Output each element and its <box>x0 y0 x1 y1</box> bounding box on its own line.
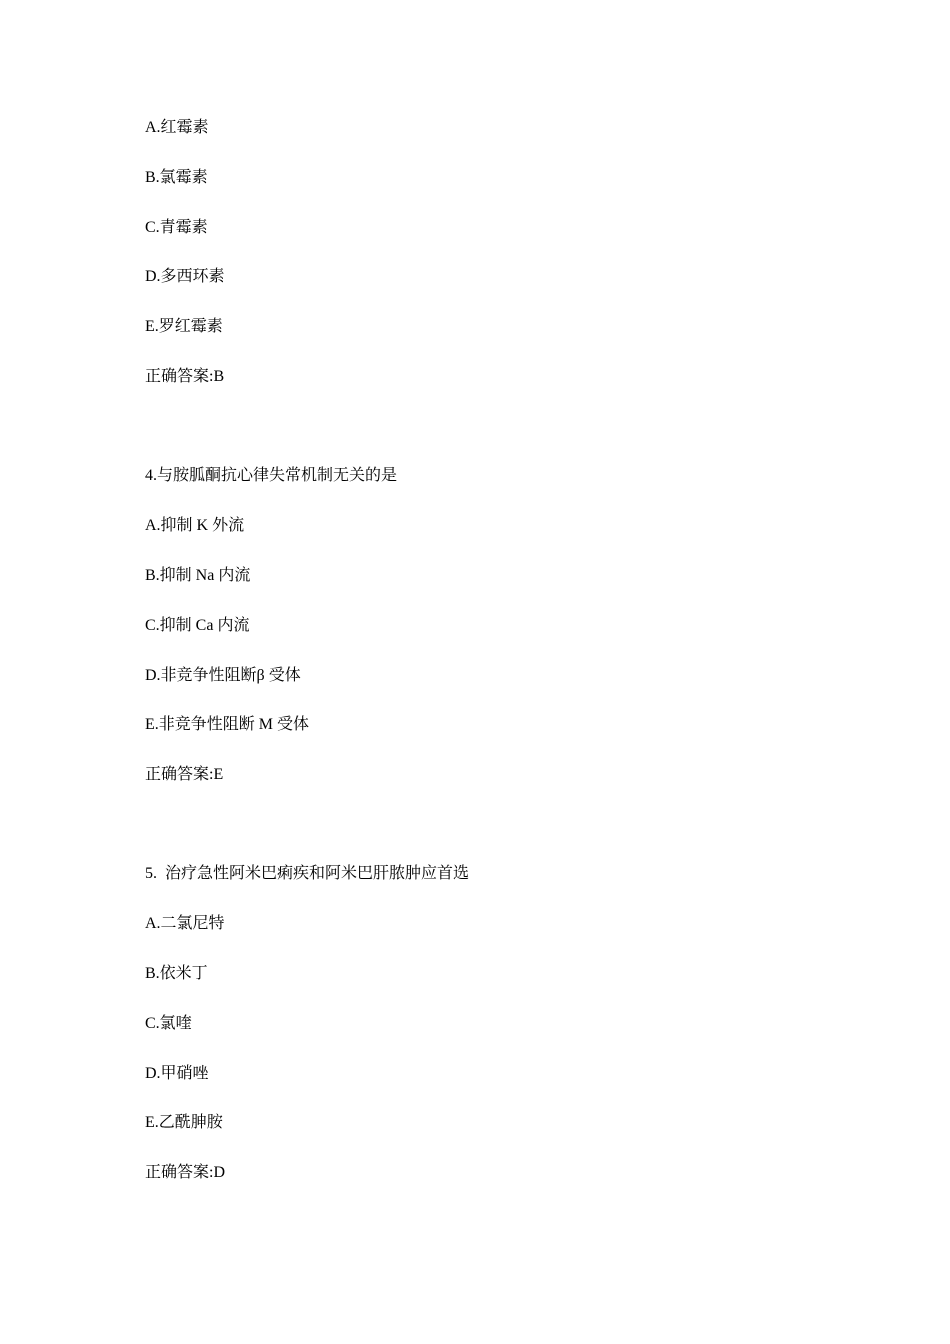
option-b: B.氯霉素 <box>145 169 208 186</box>
correct-answer: 正确答案:E <box>145 766 224 783</box>
option-d: D.多西环素 <box>145 268 225 285</box>
option-b: B.抑制 Na 内流 <box>145 567 251 584</box>
question-text: 4.与胺胍酮抗心律失常机制无关的是 <box>145 467 398 484</box>
option-e: E.非竞争性阻断 M 受体 <box>145 716 310 733</box>
option-a: A.红霉素 <box>145 119 209 136</box>
option-b: B.依米丁 <box>145 965 208 982</box>
option-e: E.罗红霉素 <box>145 318 223 335</box>
option-a: A.抑制 K 外流 <box>145 517 245 534</box>
correct-answer: 正确答案:B <box>145 368 225 385</box>
option-c: C.抑制 Ca 内流 <box>145 617 250 634</box>
option-e: E.乙酰胂胺 <box>145 1114 223 1131</box>
option-c: C.青霉素 <box>145 219 208 236</box>
option-d: D.甲硝唑 <box>145 1065 209 1082</box>
question-text: 5. 治疗急性阿米巴痢疾和阿米巴肝脓肿应首选 <box>145 865 470 882</box>
option-c: C.氯喹 <box>145 1015 192 1032</box>
option-a: A.二氯尼特 <box>145 915 225 932</box>
option-d: D.非竞争性阻断β 受体 <box>145 667 301 684</box>
correct-answer: 正确答案:D <box>145 1164 226 1181</box>
